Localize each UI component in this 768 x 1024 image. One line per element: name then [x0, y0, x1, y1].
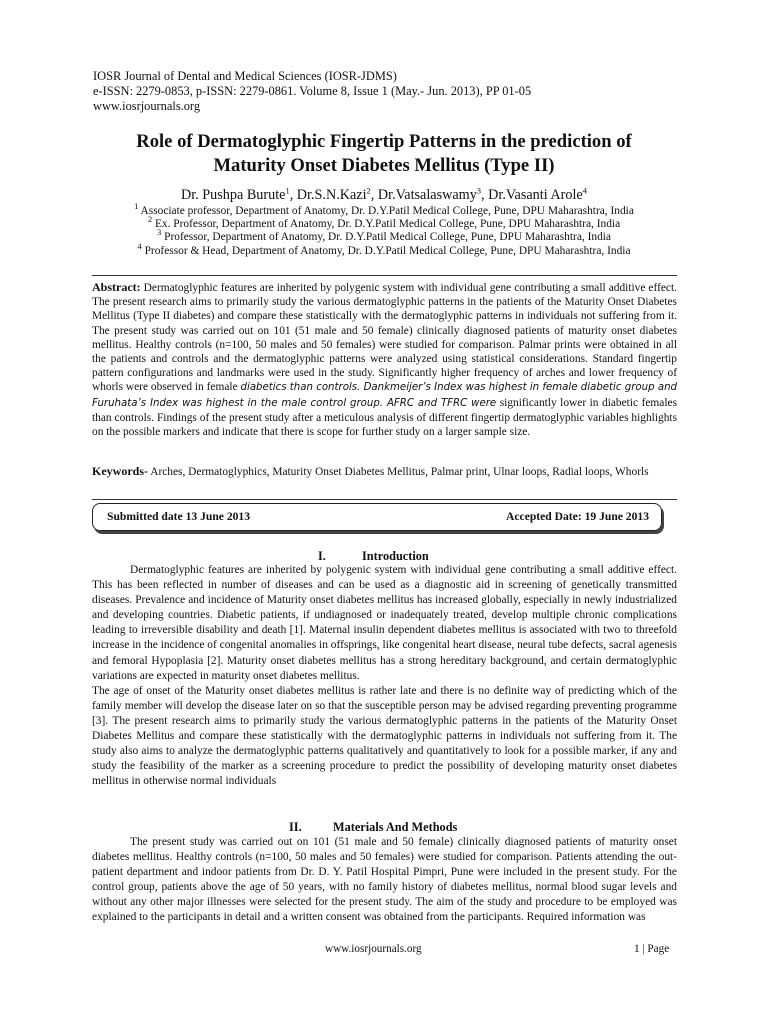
methods-body	[92, 835, 677, 926]
section-title: Introduction	[362, 549, 429, 563]
author-sep: ,	[289, 187, 297, 203]
paragraph: Dermatoglyphic features are inherited by polygenic system with individual gene contributing a small additive effect. This has been reflected in number of diseases and can be used as a diagnostic aid in screening of genetically transmitted diseases. Prevalence and incidence of Maturity onset diabetes mellitus has increased globally, especially in newly industrialized and developing countries. Diabetic patients, if undiagnosed or inadequately treated, develop multiple chronic complications leading to irreversible disability and death [1]. Maternal insulin dependent diabetes mellitus is associated with two to threefold increase in the incidence of congenital anomalies in offsprings, like congenital heart disease, neural tube defects, sacral agenesis and femoral Hypoplasia [2]. Maturity onset diabetes mellitus has a strong hereditary background, and certain dermatoglyphic variations are expected in maturity onset diabetes mellitus.	[92, 564, 677, 682]
accepted-date: Accepted Date: 19 June 2013	[506, 510, 649, 523]
section-title: Materials And Methods	[333, 820, 458, 834]
title-line-1: Role of Dermatoglyphic Fingertip Patterns in the prediction of	[136, 131, 632, 152]
abstract-italic-text: diabetics than controls. Dankmeijer’s Index was highest in female diabetic group and Furuhata’s Index was highest in the male control group. AFRC and TFRC were	[92, 382, 678, 409]
affiliation-list	[60, 201, 708, 258]
author-name: Dr.Vasanti Arole	[488, 187, 583, 203]
author-name: Dr.S.N.Kazi	[296, 187, 367, 203]
journal-issn: e-ISSN: 2279-0853, p-ISSN: 2279-0861. Volume 8, Issue 1 (May.- Jun. 2013), PP 01-05	[93, 84, 532, 98]
author-sup: 2	[366, 185, 371, 196]
footer-url[interactable]: www.iosrjournals.org	[325, 943, 422, 955]
journal-name: IOSR Journal of Dental and Medical Sciences (IOSR-JDMS)	[93, 69, 397, 83]
paragraph: The present study was carried out on 101 (51 male and 50 female) clinically diagnosed patients of maturity onset diabetes mellitus. Healthy controls (n=100, 50 males and 50 females) were studied for comparison. Patients attending the out-patient department and indoor patients from Dr. D. Y. Patil Hospital Pimpri, Pune were included in the present study. For the control group, patients above the age of 50 years, with no family history of diabetes mellitus, normal blood sugar levels and without any other major illnesses were selected for the present study. The aim of the study and procedure to be employed was explained to the participants in detail and a written consent was obtained from the participants. Required information was	[92, 836, 677, 924]
affiliation-text: Ex. Professor, Department of Anatomy, Dr. D.Y.Patil Medical College, Pune, DPU Maharashtra, India	[154, 218, 621, 231]
affiliation-text: Professor & Head, Department of Anatomy, Dr. D.Y.Patil Medical College, Pune, DPU Maharashtra, India	[144, 244, 631, 257]
abstract-text: Dermatoglyphic features are inherited by polygenic system with individual gene contributing a small additive effect. The present research aims to primarily study the various dermatoglyphic patterns in the patients of the Maturity Onset Diabetes Mellitus (Type II diabetes) and compare these statistically with the dermatoglyphic patterns in individuals not suffering from it. The present study was carried out on 101 (51 male and 50 female) clinically diagnosed patients of maturity onset diabetes mellitus. Healthy controls (n=100, 50 males and 50 females) were studied for comparison. Palmar prints were obtained in all the patients and controls and the dermatoglyphic patterns were analyzed using statistical considerations. Standard fingertip pattern configurations and landmarks were used in the study. Significantly higher frequency of arches and lower frequency of whorls were observed in female	[92, 282, 677, 394]
author-name: Dr. Pushpa Burute	[181, 187, 286, 203]
paragraph: The age of onset of the Maturity onset diabetes mellitus is rather late and there is no definite way of predicting which of the family member will develop the disease later on so that the susceptible person may be advised regarding preventing programme [3]. The present research aims to primarily study the various dermatoglyphic patterns in the patients of the Maturity Onset Diabetes Mellitus and compare these statistically with the dermatoglyphic patterns in individuals not suffering from it. The study also aims to analyze the dermatoglyphic patterns qualitatively and quantitatively to look for a possible marker, if any and study the feasibility of the marker as a screening procedure to predict the possibility of developing maturity onset diabetes mellitus in otherwise normal individuals	[92, 684, 677, 788]
abstract-label: Abstract:	[92, 280, 141, 294]
author-sup: 1	[285, 185, 290, 196]
keywords-bottom-divider	[92, 499, 677, 500]
keywords-label: Keywords-	[92, 464, 148, 478]
paper-title	[60, 130, 708, 178]
abstract-top-divider	[92, 275, 677, 276]
title-line-2: Maturity Onset Diabetes Mellitus (Type II)	[213, 155, 555, 176]
author-sup: 3	[476, 185, 482, 196]
submitted-date: Submitted date 13 June 2013	[107, 510, 251, 523]
dates-box	[92, 503, 662, 531]
author-list	[60, 186, 708, 204]
affiliation-text: Professor, Department of Anatomy, Dr. D.Y.Patil Medical College, Pune, DPU Maharashtra, India	[164, 231, 611, 244]
introduction-body	[92, 563, 677, 789]
keywords-text: Arches, Dermatoglyphics, Maturity Onset Diabetes Mellitus, Palmar print, Ulnar loops, Radial loops, Whorls	[148, 466, 649, 478]
author-sup: 4	[582, 185, 587, 196]
journal-header	[93, 69, 693, 114]
page-number: 1 | Page	[634, 943, 670, 955]
affiliation-item	[60, 201, 708, 218]
affiliation-text: Associate professor, Department of Anatomy, Dr. D.Y.Patil Medical College, Pune, DPU Maharashtra, India	[140, 205, 634, 217]
affiliation-sup: 2	[147, 214, 153, 225]
abstract	[92, 280, 677, 439]
section-heading-methods	[289, 820, 457, 835]
affiliation-item	[60, 227, 708, 244]
section-number: II.	[289, 820, 302, 834]
section-number: I.	[318, 549, 326, 563]
affiliation-sup: 3	[157, 227, 162, 238]
affiliation-sup: 1	[134, 201, 139, 212]
author-sep: ,	[370, 187, 378, 203]
journal-url[interactable]: www.iosrjournals.org	[93, 99, 201, 113]
section-heading-introduction	[318, 549, 429, 564]
author-name: Dr.Vatsalaswamy	[377, 187, 477, 203]
keywords	[92, 464, 677, 479]
affiliation-item	[60, 240, 708, 258]
abstract-text-end: significantly lower in diabetic females than controls. Findings of the present study after a meticulous analysis of different fingertip dermatoglyphic variables highlights on the possible markers and indicate that there is scope for further study on a larger sample size.	[92, 396, 677, 439]
author-sep: ,	[481, 187, 489, 203]
affiliation-sup: 4	[137, 240, 142, 251]
